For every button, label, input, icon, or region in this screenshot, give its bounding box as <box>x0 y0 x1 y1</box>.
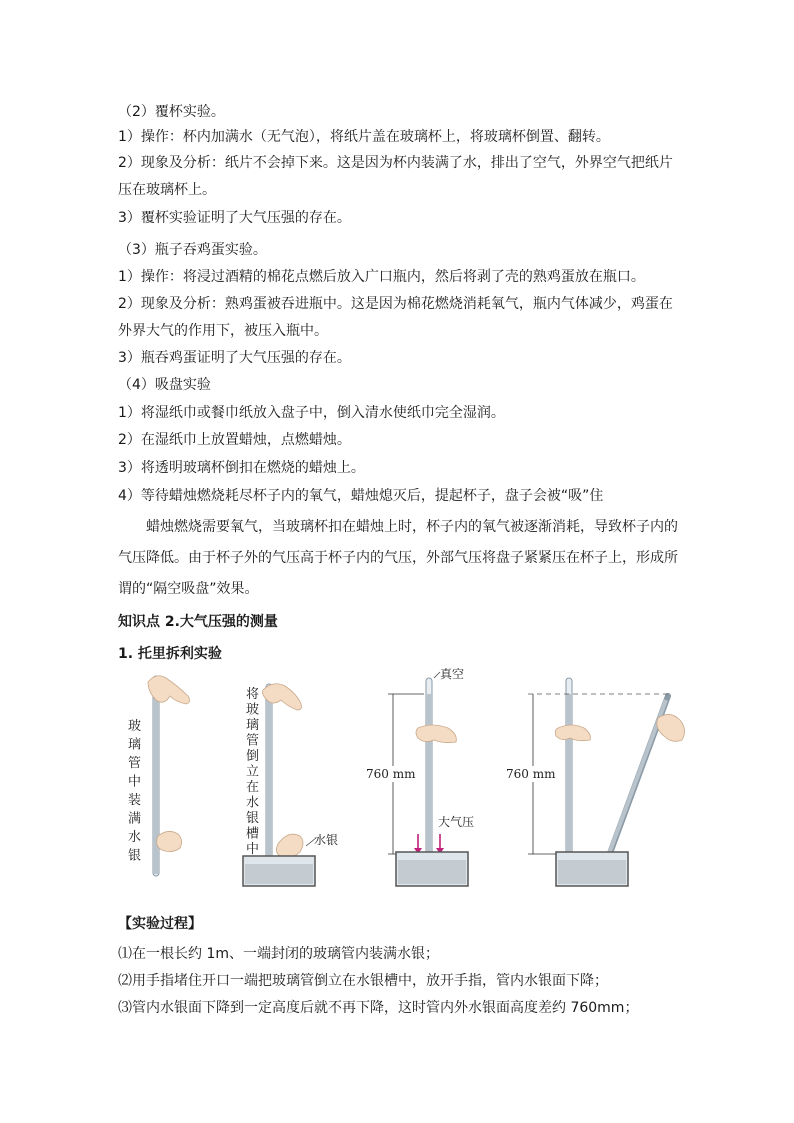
section-3-step-2b: 外界大气的作用下，被压入瓶中。 <box>118 323 328 339</box>
hand-bottom-1-icon <box>157 831 182 851</box>
basin-mercury-3 <box>398 860 466 884</box>
label-2-char: 水 <box>246 795 260 811</box>
label-1-char: 管 <box>128 756 142 771</box>
basin-mercury-4 <box>558 860 626 884</box>
mercury-label: 水银 <box>314 833 339 847</box>
label-2-char: 倒 <box>246 749 260 764</box>
section-2-step-1: 1）操作：杯内加满水（无气泡），将纸片盖在玻璃杯上，将玻璃杯倒置、翻转。 <box>118 129 610 145</box>
label-2-vertical <box>246 686 259 857</box>
height-label-3: 760 mm <box>366 767 416 781</box>
panel-3 <box>363 668 474 886</box>
mercury-column-2 <box>267 686 271 862</box>
section-4-step-1: 1）将湿纸巾或餐巾纸放入盘子中，倒入清水使纸巾完全湿润。 <box>118 405 505 421</box>
section-4-step-2: 2）在湿纸巾上放置蜡烛，点燃蜡烛。 <box>118 432 351 448</box>
label-2-char: 在 <box>246 780 260 795</box>
torricelli-diagram <box>118 668 690 896</box>
label-2-char: 将 <box>246 687 260 702</box>
section-4-step-3: 3）将透明玻璃杯倒扣在燃烧的蜡烛上。 <box>118 460 365 476</box>
section-3-step-1: 1）操作：将浸过酒精的棉花点燃后放入广口瓶内，然后将剥了壳的熟鸡蛋放在瓶口。 <box>118 269 645 285</box>
section-4-step-4: 4）等待蜡烛燃烧耗尽杯子内的氧气，蜡烛熄灭后，提起杯子，盘子会被“吸”住 <box>118 488 604 504</box>
mercury-column-4-vertical <box>567 694 571 862</box>
section-2-step-2b: 压在玻璃杯上。 <box>118 182 216 198</box>
label-1-vertical <box>128 718 141 864</box>
hand-4b-icon <box>657 714 685 741</box>
label-2-char: 中 <box>246 842 260 857</box>
label-2-char: 玻 <box>246 702 260 718</box>
label-1-char: 中 <box>128 774 142 790</box>
label-1-char: 银 <box>128 848 142 864</box>
paragraph-line-3: 谓的“隔空吸盘”效果。 <box>118 581 259 597</box>
mercury-column-3 <box>427 694 431 862</box>
label-2-char: 槽 <box>246 826 260 842</box>
section-2-step-2a: 2）现象及分析：纸片不会掉下来。这是因为杯内装满了水，排出了空气，外界空气把纸片 <box>118 155 673 171</box>
panel-2 <box>243 684 338 886</box>
knowledge-point-2-title: 知识点 2.大气压强的测量 <box>118 614 278 630</box>
section-3-step-2a: 2）现象及分析：熟鸡蛋被吞进瓶中。这是因为棉花燃烧消耗氧气，瓶内气体减少，鸡蛋在 <box>118 296 673 312</box>
label-2-char: 管 <box>246 733 260 749</box>
hand-4a-icon <box>555 725 590 741</box>
vacuum-label: 真空 <box>440 668 465 681</box>
basin-mercury-2 <box>245 864 313 884</box>
experiment-process-title: 【实验过程】 <box>118 916 202 932</box>
label-1-char: 满 <box>128 811 142 827</box>
section-4-title: （4）吸盘实验 <box>118 377 211 393</box>
label-2-char: 璃 <box>246 718 260 733</box>
torricelli-subtitle: 1. 托里拆利实验 <box>118 646 222 662</box>
hand-bottom-2-icon <box>276 834 303 857</box>
torricelli-figure <box>118 668 690 896</box>
section-2-step-3: 3）覆杯实验证明了大气压强的存在。 <box>118 210 351 226</box>
label-1-char: 水 <box>128 830 142 845</box>
paragraph-line-1: 蜡烛燃烧需要氧气，当玻璃杯扣在蜡烛上时，杯子内的氧气被逐渐消耗，导致杯子内的 <box>146 519 678 535</box>
height-label-4: 760 mm <box>506 767 556 781</box>
label-2-char: 银 <box>246 811 260 826</box>
label-1-char: 玻 <box>128 719 142 734</box>
panel-4 <box>503 678 685 886</box>
paragraph-line-2: 气压降低。由于杯子外的气压高于杯子内的气压，外部气压将盘子紧紧压在杯子上，形成所 <box>118 550 678 566</box>
section-3-title: （3）瓶子吞鸡蛋实验。 <box>118 242 267 258</box>
section-3-step-3: 3）瓶吞鸡蛋证明了大气压强的存在。 <box>118 350 351 366</box>
experiment-step-2: ⑵用手指堵住开口一端把玻璃管倒立在水银槽中，放开手指，管内水银面下降； <box>118 973 608 989</box>
panel-1 <box>128 676 190 876</box>
label-2-char: 立 <box>246 764 260 780</box>
hand-3-icon <box>416 725 456 743</box>
label-1-char: 璃 <box>128 737 142 753</box>
label-1-char: 装 <box>128 793 142 808</box>
experiment-step-1: ⑴在一根长约 1m、一端封闭的玻璃管内装满水银； <box>118 946 439 962</box>
experiment-step-3: ⑶管内水银面下降到一定高度后就不再下降，这时管内外水银面高度差约 760mm； <box>118 1000 639 1016</box>
atm-label: 大气压 <box>438 815 475 829</box>
section-2-title: （2）覆杯实验。 <box>118 104 225 120</box>
